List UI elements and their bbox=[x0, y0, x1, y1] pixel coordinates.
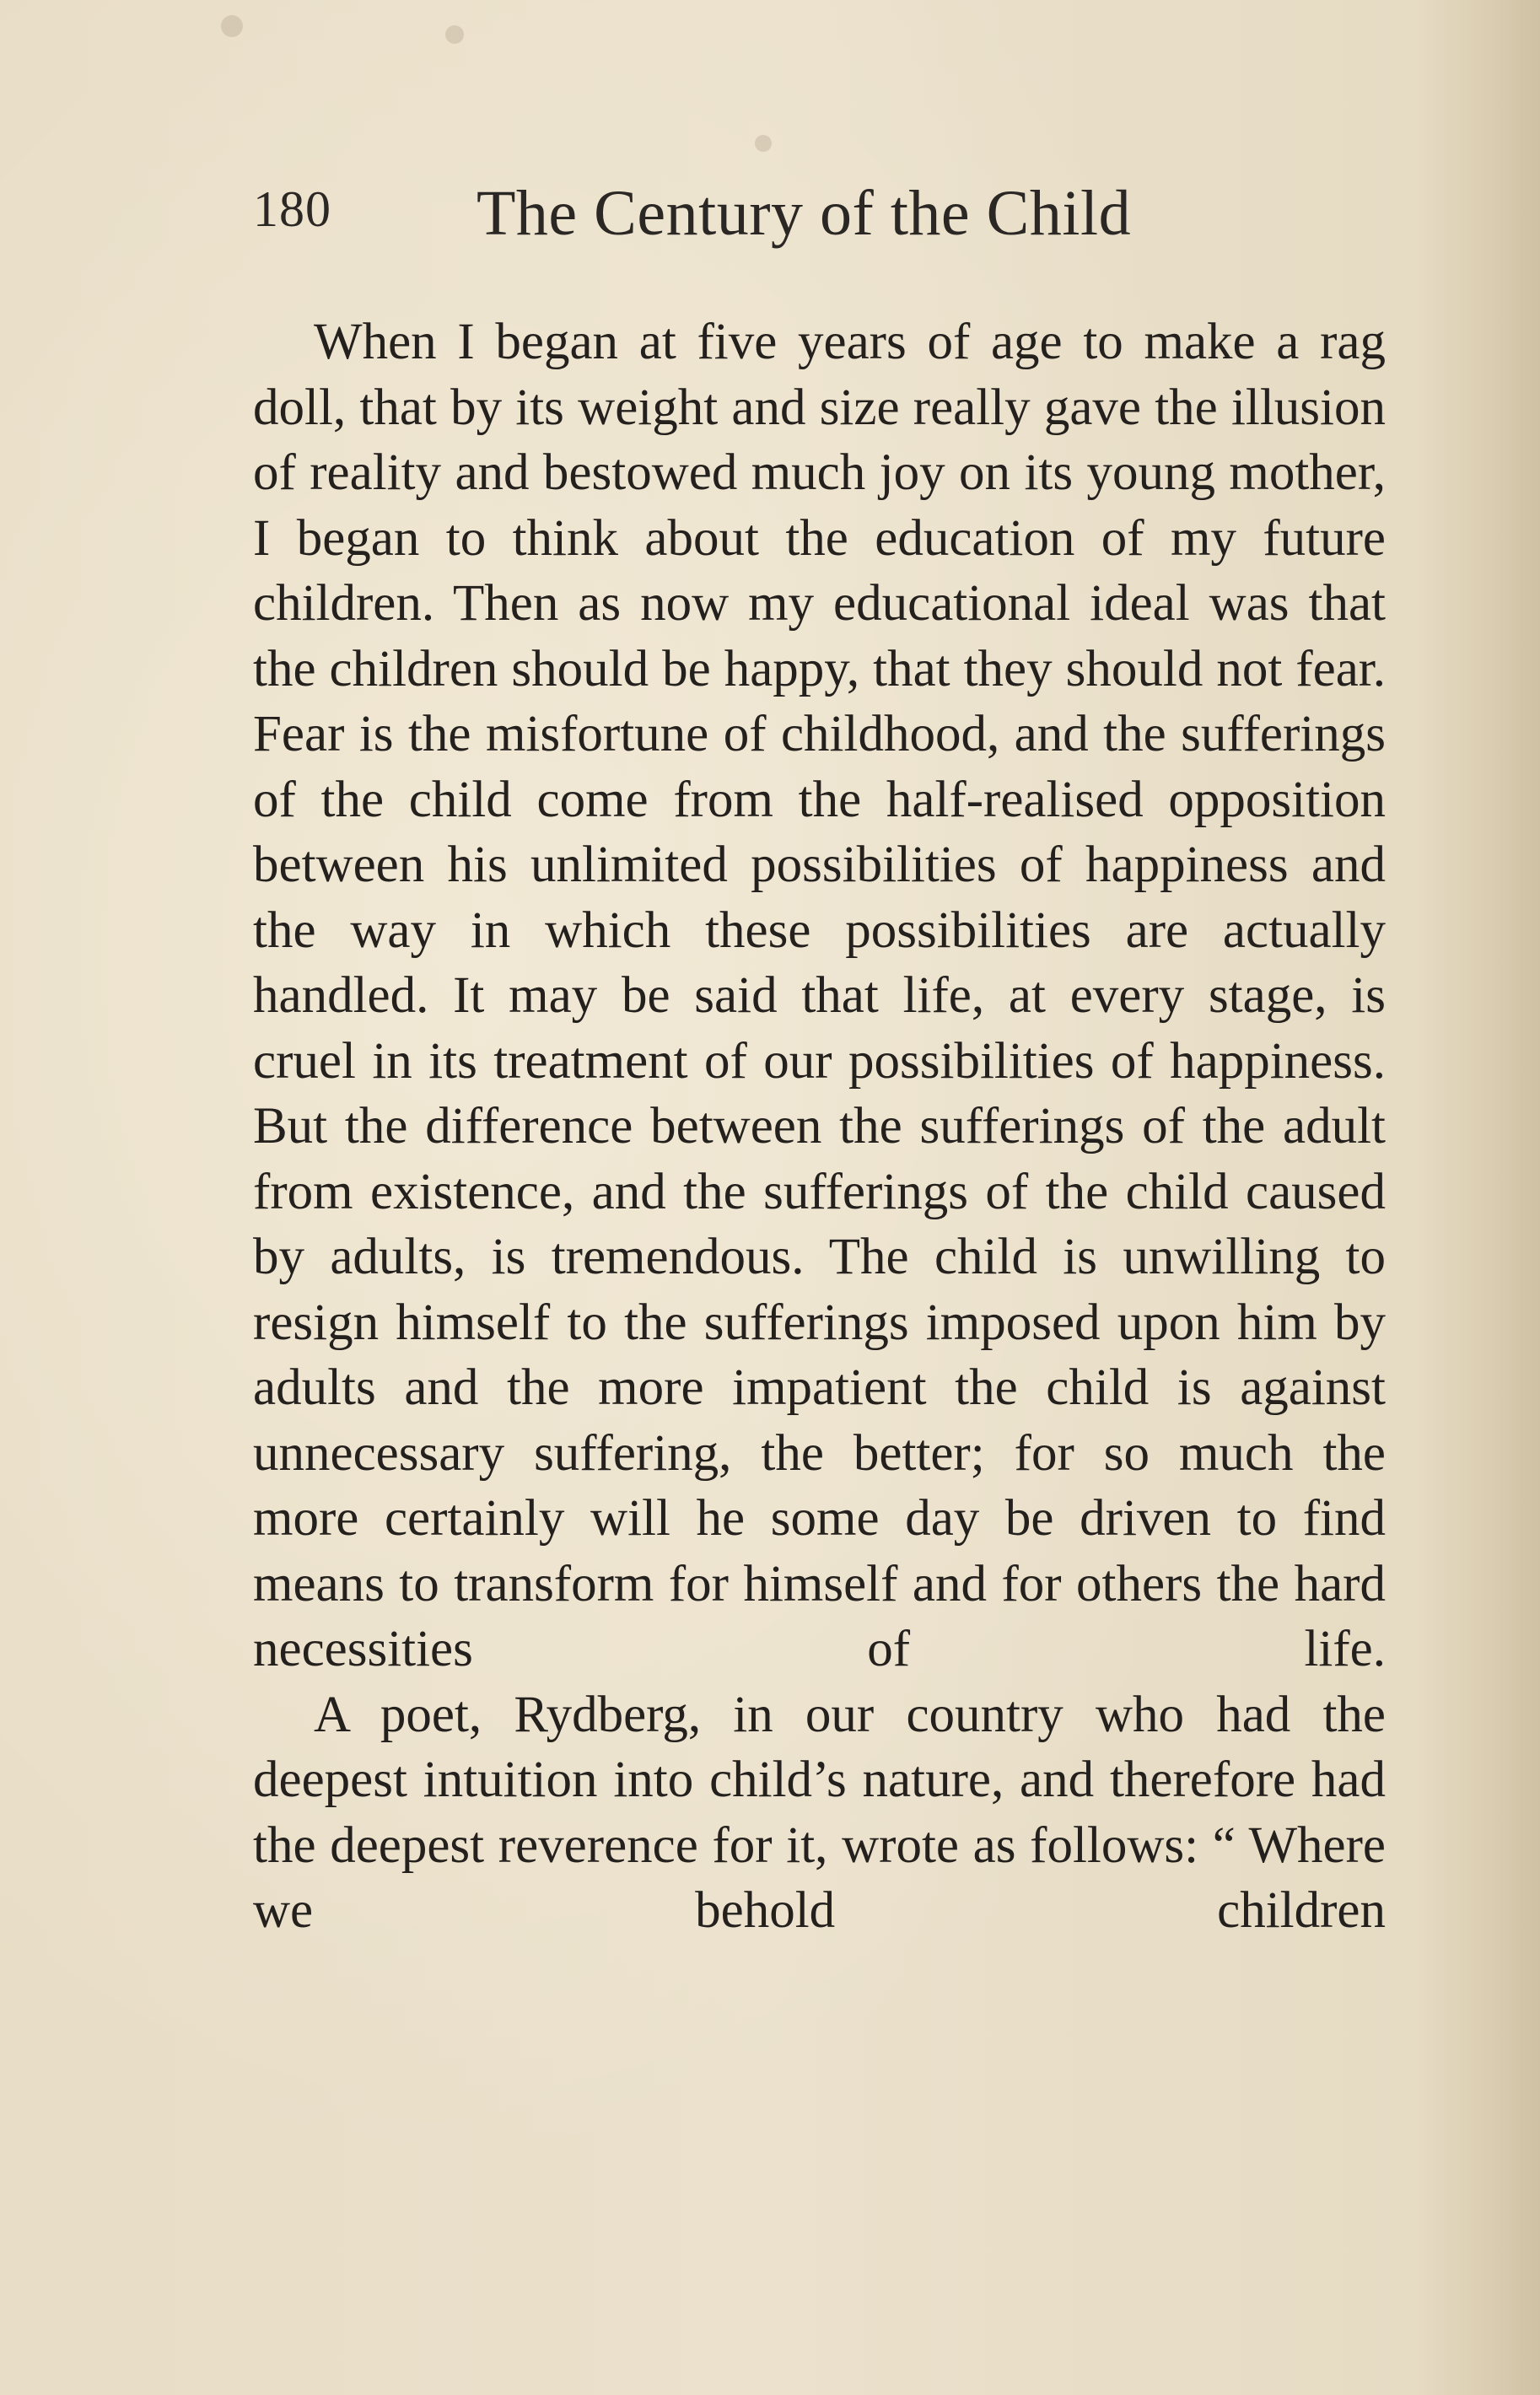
paragraph-1: When I began at five years of age to make a rag doll, that by its weight and size really gave the illusion of reality and bestowed much joy on its young mother, I began to think about the education of my future children. Then as now my educational ideal was that the children should be happy, that they should not fear. Fear is the misfortune of childhood, and the sufferings of the child come from the half-realised opposition between his unlimited possibilities of happiness and the way in which these possibilities are actually handled. It may be said that life, at every stage, is cruel in its treatment of our possibilities of happiness. But the difference between the sufferings of the adult from existence, and the sufferings of the child caused by adults, is tremendous. The child is unwilling to resign himself to the sufferings imposed upon him by adults and the more impatient the child is against unnecessary suffering, the better; for so much the more certainly will he some day be driven to find means to transform for himself and for others the hard necessities of life. bbox=[253, 314, 1386, 1677]
paper-stain bbox=[755, 135, 772, 152]
paper-stain bbox=[445, 25, 464, 44]
running-title: The Century of the Child bbox=[477, 178, 1132, 249]
body-text bbox=[253, 309, 1386, 1944]
page-header bbox=[253, 177, 1349, 253]
page-number: 180 bbox=[253, 181, 331, 237]
paper-stain bbox=[221, 15, 243, 37]
paragraph-2: A poet, Rydberg, in our country who had the deepest intuition into child’s nature, and therefore had the deepest reverence for it, wrote as follows: “ Where we behold children bbox=[253, 1686, 1386, 1939]
